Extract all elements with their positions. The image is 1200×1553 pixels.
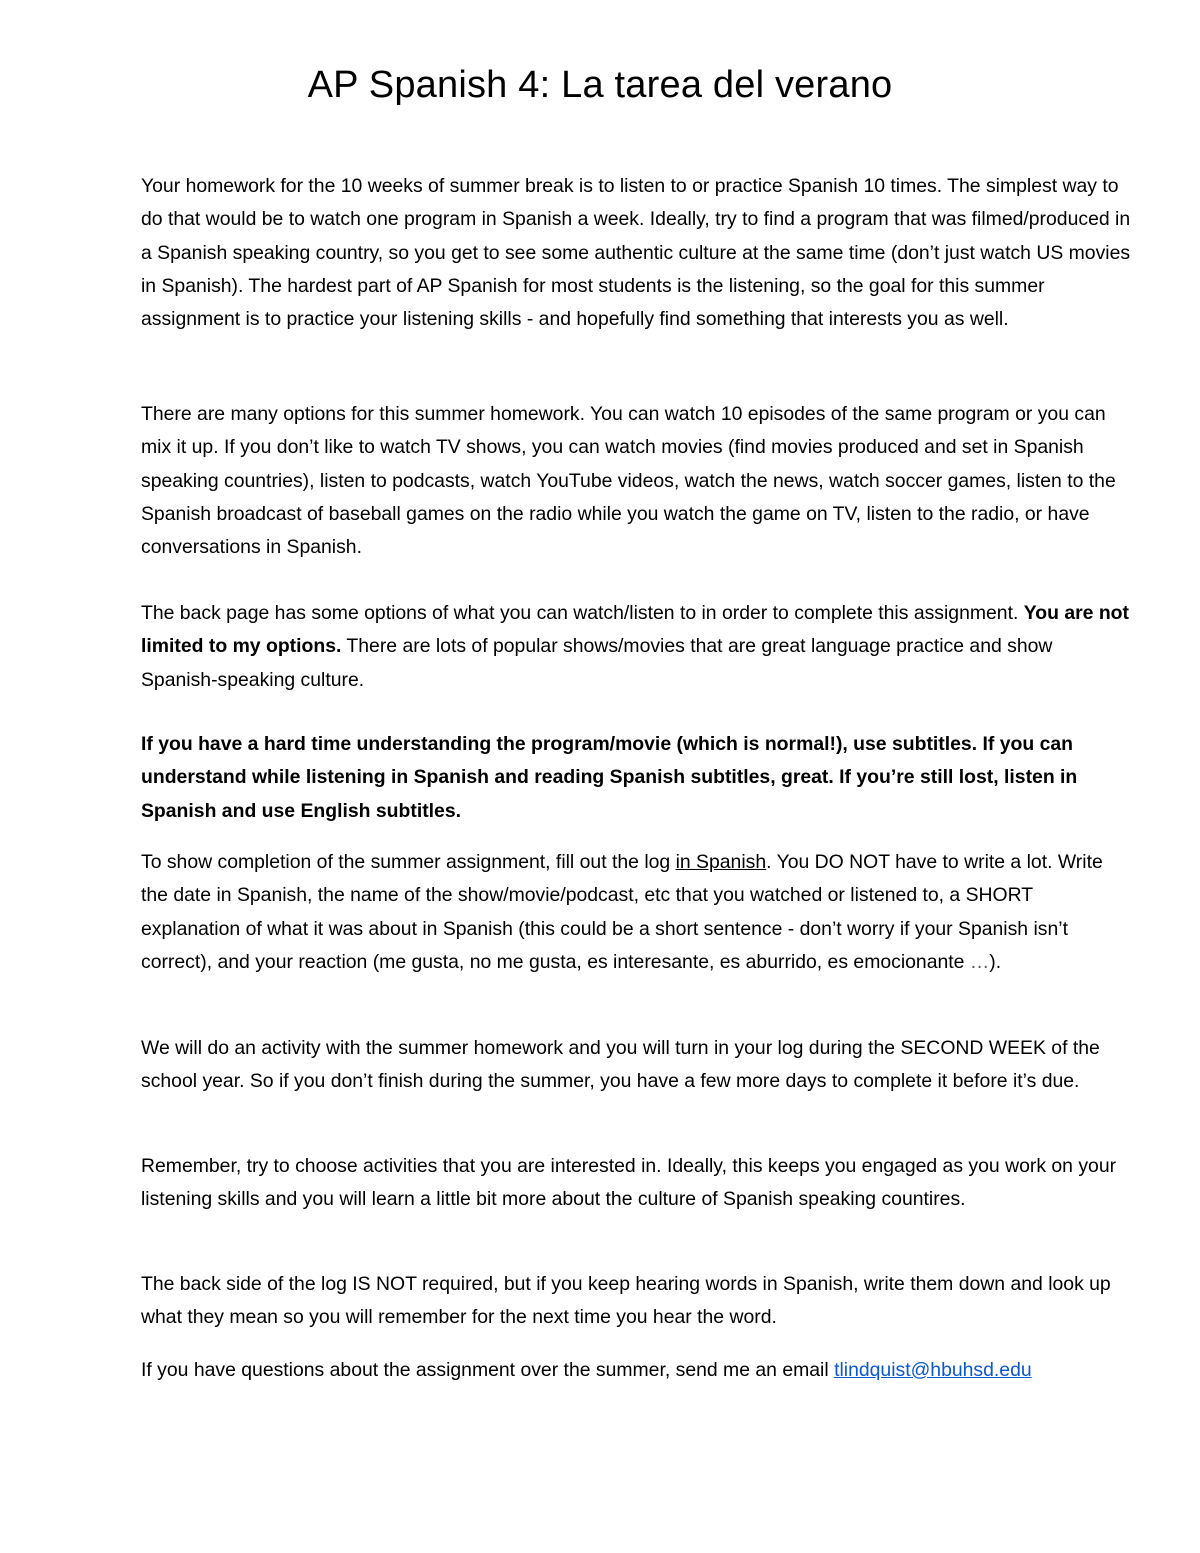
log-text-start: To show completion of the summer assignment, fill out the log xyxy=(141,851,676,873)
paragraph-contact xyxy=(141,1354,1131,1387)
back-page-text-end: There are lots of popular shows/movies that are great language practice and show Spanish-speaking culture. xyxy=(141,635,1053,691)
paragraph-options: There are many options for this summer homework. You can watch 10 episodes of the same program or you can mix it up. If you don’t like to watch TV shows, you can watch movies (find movies produced and set in Spanish speaking countries), listen to podcasts, watch YouTube videos, watch the news, watch soccer games, listen to the Spanish broadcast of baseball games on the radio while you watch the game on TV, listen to the radio, or have conversations in Spanish. xyxy=(141,403,1116,559)
back-page-text: The back page has some options of what you can watch/listen to in order to complete this assignment. xyxy=(141,602,1024,624)
log-text-middle: . You DO NOT have to write a lot. Write the date in Spanish, the name of the show/movie/podcast, etc that you watched or listened to, a SHORT explanation of what it was about in Spanish (this could be a short sentence - don’t worry if your Spanish isn’t correct), and your reaction (me gusta, no me gusta, es interesante, es aburrido, es emocionante xyxy=(141,851,1103,973)
paragraph-reminder: Remember, try to choose activities that you are interested in. Ideally, this keeps you engaged as you work on your listening skills and you will learn a little bit more about the culture of Spanish speaking countires. xyxy=(141,1155,1117,1211)
document-title: AP Spanish 4: La tarea del verano xyxy=(307,64,893,106)
paragraph-activity: We will do an activity with the summer homework and you will turn in your log during the SECOND WEEK of the school year. So if you don’t finish during the summer, you have a few more days to complete it before it’s due. xyxy=(141,1037,1100,1093)
email-link[interactable]: tlindquist@hbuhsd.edu xyxy=(834,1359,1032,1381)
paragraph-subtitles: If you have a hard time understanding the program/movie (which is normal!), use subtitles. If you can understand while listening in Spanish and reading Spanish subtitles, great. If you’re still lost, listen in Spanish and use English subtitles. xyxy=(141,733,1078,822)
paragraph-intro: Your homework for the 10 weeks of summer break is to listen to or practice Spanish 10 times. The simplest way to do that would be to watch one program in Spanish a week. Ideally, try to find a program that was filmed/produced in a Spanish speaking country, so you get to see some authentic culture at the same time (don’t just watch US movies in Spanish). The hardest part of AP Spanish for most students is the listening, so the goal for this summer assignment is to practice your listening skills - and hopefully find something that interests you as well. xyxy=(141,175,1131,331)
paragraph-back-page xyxy=(141,597,1131,697)
contact-text: If you have questions about the assignment over the summer, send me an email xyxy=(141,1359,835,1381)
ellipsis-text: … xyxy=(969,950,990,973)
paragraph-back-side: The back side of the log IS NOT required, but if you keep hearing words in Spanish, write them down and look up what they mean so you will remember for the next time you hear the word. xyxy=(141,1273,1111,1329)
paragraph-log-instructions xyxy=(141,846,1131,979)
in-spanish-underlined: in Spanish xyxy=(675,851,767,873)
not-limited-bold: You are not limited to my options. xyxy=(141,602,1129,658)
log-text-end: ). xyxy=(989,950,1002,973)
